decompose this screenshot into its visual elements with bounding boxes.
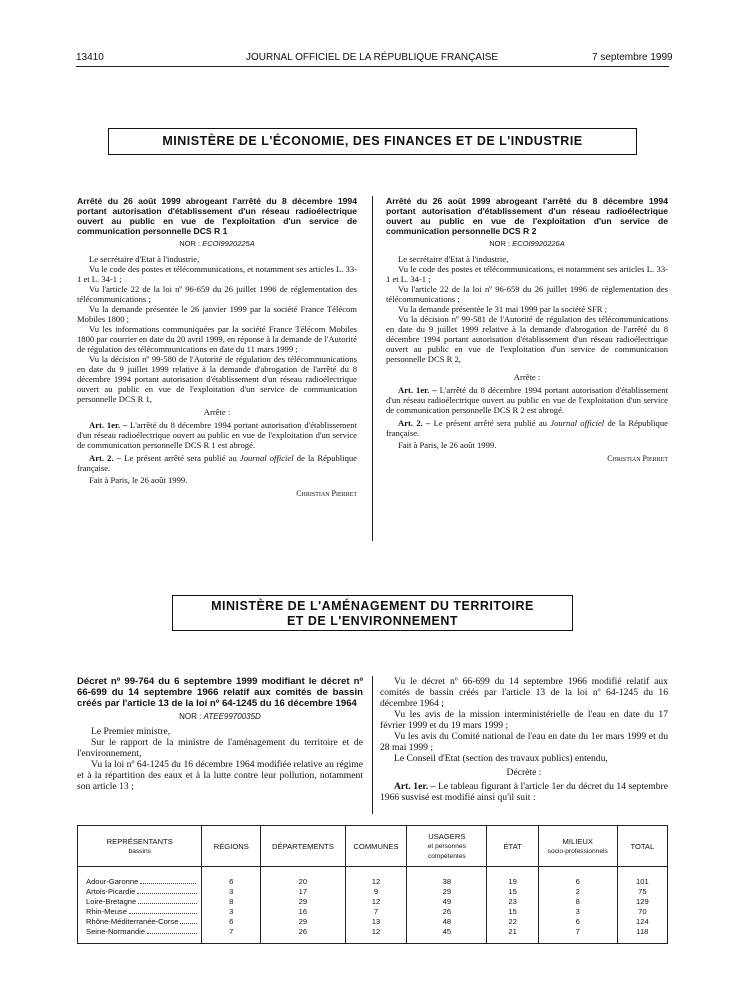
column-header-label: TOTAL [630,841,655,851]
table-row [78,887,668,897]
table-body [78,867,668,944]
table-cell: 101 [617,867,667,888]
table-cell: 20 [261,867,346,888]
page-number: 13410 [76,52,104,63]
table-row [78,867,668,888]
column-header-label: REPRÉSENTANTS [106,836,173,846]
visa-paragraph: Vu les avis du Comité national de l'eau en date du 1er mars 1999 et du 28 mai 1999 ; [380,731,668,753]
leader-dots [180,917,197,924]
basin-name: Artois-Picardie [86,887,136,896]
visa-paragraph: Vu le code des postes et télécommunications, et notamment ses articles L. 33-1 et L. 34-1 ; [77,264,357,284]
article-1: Art. 1er. – L'arrêté du 8 décembre 1994 portant autorisation d'établissement d'un réseau radioélectrique ouvert au public en vue de l'exploitation d'un service de communication personnelle DCS R 1 est abrogé. [77,420,357,450]
table-cell: 38 [407,867,487,888]
arrete-title: Arrêté du 26 août 1999 abrogeant l'arrêté du 8 décembre 1994 portant autorisation d'établissement d'un réseau radioélectrique ouvert au public en vue de l'exploitation d'un service de communication personnelle DCS R 2 [386,196,668,236]
arrete-title: Arrêté du 26 août 1999 abrogeant l'arrêté du 8 décembre 1994 portant autorisation d'établissement d'un réseau radioélectrique ouvert au public en vue de l'exploitation d'un service de communication personnelle DCS R 1 [77,196,357,236]
column-divider [372,676,373,814]
basin-name-cell [78,897,202,907]
table-cell: 29 [407,887,487,897]
column-header-sublabel: et personnes compétentes [427,842,466,860]
column-header [202,826,261,867]
table-cell: 7 [345,907,407,917]
basin-name-cell [78,867,202,888]
column-header-label: RÉGIONS [213,841,249,851]
column-header [78,826,202,867]
journal-title: JOURNAL OFFICIEL DE LA RÉPUBLIQUE FRANÇAISE [246,52,499,63]
visa-paragraph: Vu les informations communiquées par la société France Télécom Mobiles 1800 par courrier en date du 20 avril 1999, en réponse à la demande de l'Autorité de régulation des télécommunications en date du 11 mars 1999 ; [77,324,357,354]
table-cell: 118 [617,927,667,944]
column-header [617,826,667,867]
visa-list [386,254,668,364]
visa-paragraph: Vu l'article 22 de la loi nº 96-659 du 26 juillet 1996 de réglementation des télécommunications ; [386,284,668,304]
ministry-line-1: MINISTÈRE DE L'AMÉNAGEMENT DU TERRITOIRE [211,599,534,613]
table-cell: 13 [345,917,407,927]
nor-reference: NOR : ECOI9920226A [489,239,565,248]
decret-right-column [380,676,668,803]
table-cell: 7 [538,927,617,944]
visa-paragraph: Vu le décret nº 66-699 du 14 septembre 1966 modifié relatif aux comités de bassin créés par l'article 13 de la loi nº 64-1245 du 16 décembre 1964 ; [380,676,668,709]
header-rule [76,66,669,67]
table-cell: 12 [345,867,407,888]
visa-paragraph: Vu le code des postes et télécommunications, et notamment ses articles L. 33-1 et L. 34-1 ; [386,264,668,284]
table-cell: 6 [202,917,261,927]
visa-list [380,676,668,764]
visa-paragraph: Le Conseil d'Etat (section des travaux publics) entendu, [394,753,608,764]
table-cell: 3 [202,907,261,917]
decret-left-column [77,676,363,792]
visa-paragraph: Le Premier ministre, [91,726,171,737]
visa-paragraph: Le secrétaire d'Etat à l'industrie, [398,254,509,264]
leader-dots [140,877,196,884]
column-divider [372,196,373,541]
visa-paragraph: Sur le rapport de la ministre de l'aménagement du territoire et de l'environnement, [77,737,363,759]
leader-dots [138,897,197,904]
done-at: Fait à Paris, le 26 août 1999. [398,440,497,450]
table-cell: 48 [407,917,487,927]
article-2: Art. 2. – Le présent arrêté sera publié au Journal officiel de la République française. [386,418,668,438]
table-cell: 26 [261,927,346,944]
table-cell: 12 [345,927,407,944]
table-cell: 6 [202,867,261,888]
visa-list [77,726,363,792]
column-header-sublabel: bassins [128,847,151,855]
column-header-label: USAGERS [428,831,466,841]
visa-paragraph: Vu la loi nº 64-1245 du 16 décembre 1964 modifiée relative au régime et à la répartition des eaux et à la lutte contre leur pollution, notamment son article 13 ; [77,759,363,792]
basin-committees-table [77,825,668,944]
table-cell: 2 [538,887,617,897]
table-cell: 16 [261,907,346,917]
table-cell: 17 [261,887,346,897]
nor-reference: NOR : ATEE9970035D [179,712,261,721]
basin-name-cell [78,887,202,897]
nor-reference: NOR : ECOI9920225A [179,239,255,248]
table-cell: 26 [407,907,487,917]
table-header-row [78,826,668,867]
table-cell: 22 [487,917,538,927]
table-cell: 23 [487,897,538,907]
table-cell: 29 [261,897,346,907]
column-header [538,826,617,867]
column-header-label: COMMUNES [353,841,399,851]
visa-paragraph: Vu l'article 22 de la loi nº 96-659 du 26 juillet 1996 de réglementation des télécommunications ; [77,284,357,304]
table-cell: 19 [487,867,538,888]
table-cell: 7 [202,927,261,944]
basin-name-cell [78,927,202,944]
arrete-keyword: Arrête : [203,407,231,417]
column-header [261,826,346,867]
table-cell: 49 [407,897,487,907]
ministry-line-2: ET DE L'ENVIRONNEMENT [286,614,459,628]
table-cell: 12 [345,897,407,907]
table-cell: 29 [261,917,346,927]
table-cell: 6 [538,867,617,888]
table-cell: 45 [407,927,487,944]
table-cell: 9 [345,887,407,897]
column-header [345,826,407,867]
table-cell: 129 [617,897,667,907]
table-cell: 8 [538,897,617,907]
table-cell: 15 [487,887,538,897]
basin-name-cell [78,917,202,927]
arrete-dcs-r2 [386,196,668,464]
arrete-keyword: Arrête : [513,372,541,382]
column-header-label: ÉTAT [503,841,522,851]
article-1: Art. 1er. – L'arrêté du 8 décembre 1994 portant autorisation d'établissement d'un réseau radioélectrique ouvert au public en vue de l'exploitation d'un service de communication personnelle DCS R 2 est abrogé. [386,385,668,415]
table-cell: 15 [487,907,538,917]
basin-name: Seine-Normandie [86,927,146,936]
table-cell: 70 [617,907,667,917]
basin-name: Rhône-Méditerranée-Corse [86,917,179,926]
decret-title: Décret nº 99-764 du 6 septembre 1999 modifiant le décret nº 66-699 du 14 septembre 1966 relatif aux comités de bassin créés par l'article 13 de la loi nº 64-1245 du 16 décembre 1964 [77,676,363,709]
visa-paragraph: Vu la décision nº 99-581 de l'Autorité de régulation des télécommunications en date du 9 juillet 1999 relative à la demande d'abrogation de l'arrêté du 8 décembre 1994 portant autorisation d'établissement d'un réseau radioélectrique ouvert au public en vue de l'exploitation d'un service de communication personnelle DCS R 2, [386,314,668,364]
signature: Christian Pierret [607,454,668,463]
column-header-label: DÉPARTEMENTS [272,841,334,851]
column-header-sublabel: socio-professionnels [547,847,608,855]
signature: Christian Pierret [296,489,357,498]
table-cell: 3 [538,907,617,917]
table-cell: 124 [617,917,667,927]
table-row [78,907,668,917]
decrete-keyword: Décrète : [506,767,542,778]
ministry-heading: MINISTÈRE DE L'ÉCONOMIE, DES FINANCES ET DE L'INDUSTRIE [108,128,637,155]
column-header-label: MILIEUX [562,836,593,846]
visa-paragraph: Vu la demande présentée le 31 mai 1999 par la société SFR ; [398,304,608,314]
visa-paragraph: Vu les avis de la mission interministérielle de l'eau en date du 17 février 1999 et du 19 mars 1999 ; [380,709,668,731]
issue-date: 7 septembre 1999 [592,52,673,63]
column-header [487,826,538,867]
table-cell: 6 [538,917,617,927]
leader-dots [147,927,197,934]
visa-paragraph: Vu la demande présentée le 26 janvier 1999 par la société France Télécom Mobiles 1800 ; [77,304,357,324]
basin-name: Rhin-Meuse [86,907,127,916]
visa-paragraph: Vu la décision nº 99-580 de l'Autorité de régulation des télécommunications en date du 9 juillet 1999 relative à la demande d'abrogation de l'arrêté du 8 décembre 1994 portant autorisation d'établissement d'un réseau radioélectrique ouvert au public en vue de l'exploitation d'un service de communication personnelle DCS R 1, [77,354,357,404]
ministry-heading-2 [172,595,573,631]
visa-paragraph: Le secrétaire d'Etat à l'industrie, [89,254,200,264]
table-cell: 8 [202,897,261,907]
table-cell: 75 [617,887,667,897]
basin-name: Adour-Garonne [86,877,139,886]
table-row [78,917,668,927]
basin-name-cell [78,907,202,917]
table-row [78,927,668,944]
done-at: Fait à Paris, le 26 août 1999. [89,475,188,485]
arrete-dcs-r1 [77,196,357,499]
article-1: Art. 1er. – Le tableau figurant à l'article 1er du décret du 14 septembre 1966 susvisé est modifié ainsi qu'il suit : [380,781,668,803]
table-row [78,897,668,907]
basin-name: Loire-Bretagne [86,897,137,906]
table-cell: 3 [202,887,261,897]
visa-list [77,254,357,404]
table-cell: 21 [487,927,538,944]
column-header [407,826,487,867]
article-2: Art. 2. – Le présent arrêté sera publié au Journal officiel de la République française. [77,453,357,473]
leader-dots [137,887,197,894]
leader-dots [129,907,197,914]
